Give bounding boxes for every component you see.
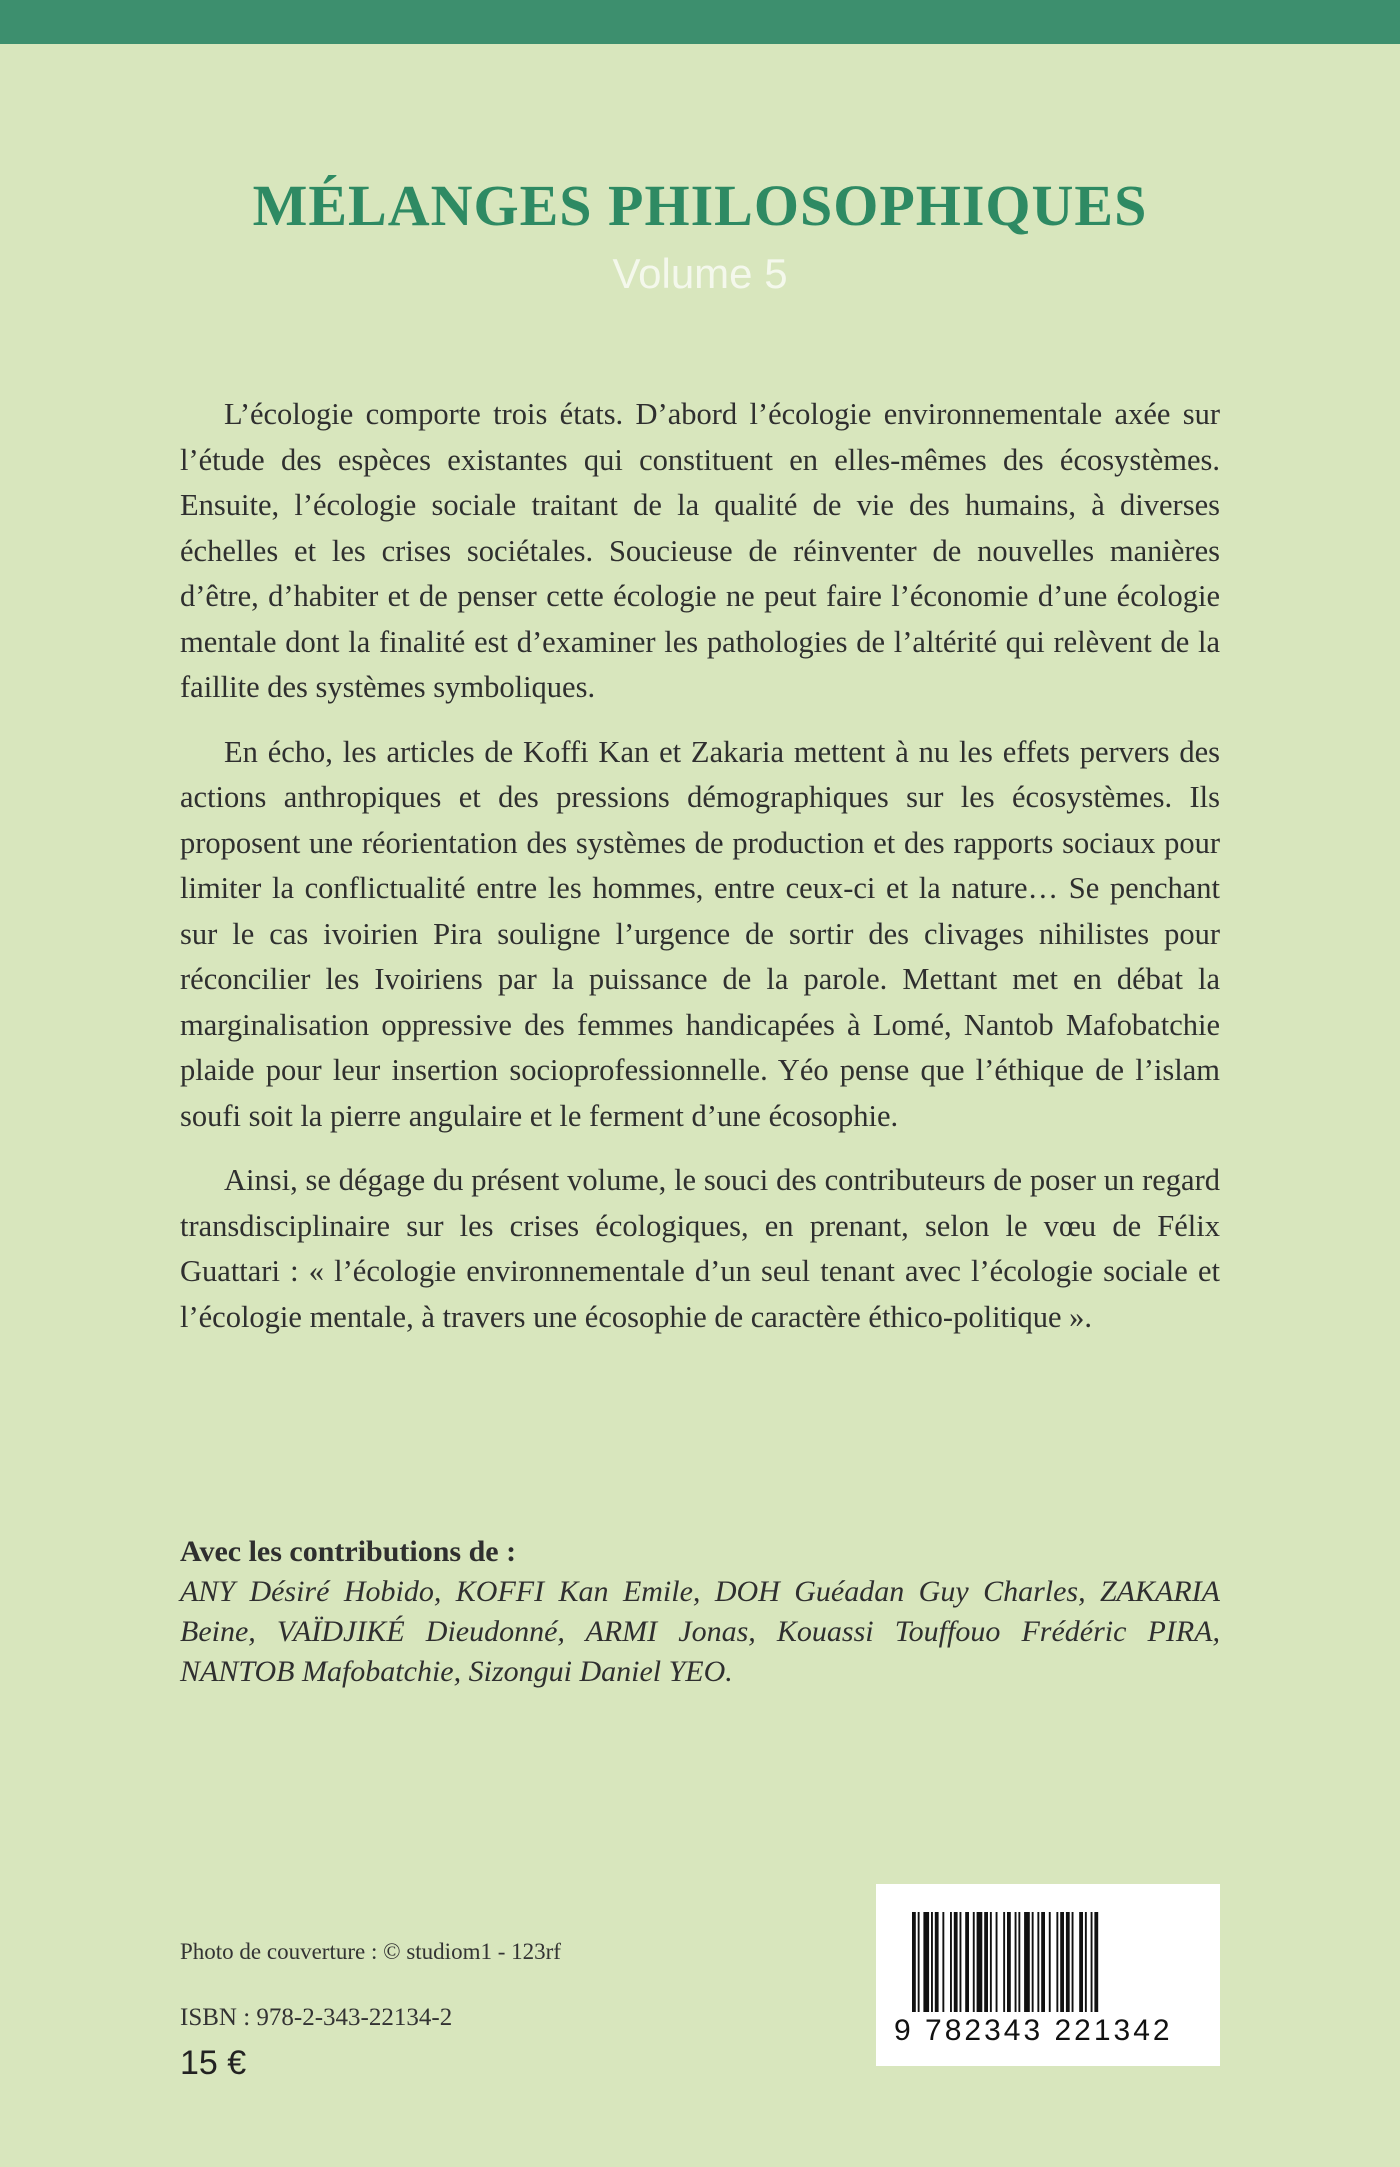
book-title: MÉLANGES PHILOSOPHIQUES bbox=[252, 173, 1148, 238]
top-color-band bbox=[0, 0, 1400, 44]
contributors-section bbox=[180, 1532, 1220, 1692]
barcode bbox=[876, 1884, 1220, 2066]
summary-paragraph: En écho, les articles de Koffi Kan et Zakaria mettent à nu les effets pervers des actions anthropiques et des pressions démographiques sur les écosystèmes. Ils proposent une réorientation des systèmes de production et des rapports sociaux pour limiter la conflictualité entre les hommes, entre ceux-ci et la nature… Se penchant sur le cas ivoirien Pira souligne l’urgence de sortir des clivages nihilistes pour réconcilier les Ivoiriens par la puissance de la parole. Mettant met en débat la marginalisation oppressive des femmes handicapées à Lomé, Nantob Mafobatchie plaide pour leur insertion socioprofessionnelle. Yéo pense que l’éthique de l’islam soufi soit la pierre angulaire et le ferment d’une écosophie. bbox=[180, 734, 1220, 1133]
barcode-bars-icon bbox=[912, 1912, 1192, 2012]
contributors-heading: Avec les contributions de : bbox=[180, 1535, 517, 1568]
volume-label: Volume 5 bbox=[612, 250, 788, 297]
isbn: ISBN : 978-2-343-22134-2 bbox=[180, 2004, 453, 2031]
price: 15 € bbox=[180, 2044, 247, 2082]
summary-paragraph: Ainsi, se dégage du présent volume, le souci des contributeurs de poser un regard transdisciplinaire sur les crises écologiques, en prenant, selon le vœu de Félix Guattari : « l’écologie environnementale d’un seul tenant avec l’écologie sociale et l’écologie mentale, à travers une écosophie de caractère éthico-politique ». bbox=[180, 1163, 1220, 1334]
back-cover-summary bbox=[180, 392, 1220, 1359]
barcode-digits: 9 782343 221342 bbox=[894, 2014, 1173, 2047]
summary-paragraph: L’écologie comporte trois états. D’abord l’écologie environnementale axée sur l’étude des espèces existantes qui constituent en elles-mêmes des écosystèmes. Ensuite, l’écologie sociale traitant de la qualité de vie des humains, à diverses échelles et les crises sociétales. Soucieuse de réinventer de nouvelles manières d’être, d’habiter et de penser cette écologie ne peut faire l’économie d’une écologie mentale dont la finalité est d’examiner les pathologies de l’altérité qui relèvent de la faillite des systèmes symboliques. bbox=[180, 397, 1220, 704]
contributors-list: ANY Désiré Hobido, KOFFI Kan Emile, DOH Guéadan Guy Charles, ZAKARIA Beine, VAÏDJIKÉ Dieudonné, ARMI Jonas, Kouassi Touffouo Frédéric PIRA, NANTOB Mafobatchie, Sizongui Daniel YEO. bbox=[180, 1575, 1220, 1688]
photo-credit: Photo de couverture : © studiom1 - 123rf bbox=[180, 1939, 561, 1964]
